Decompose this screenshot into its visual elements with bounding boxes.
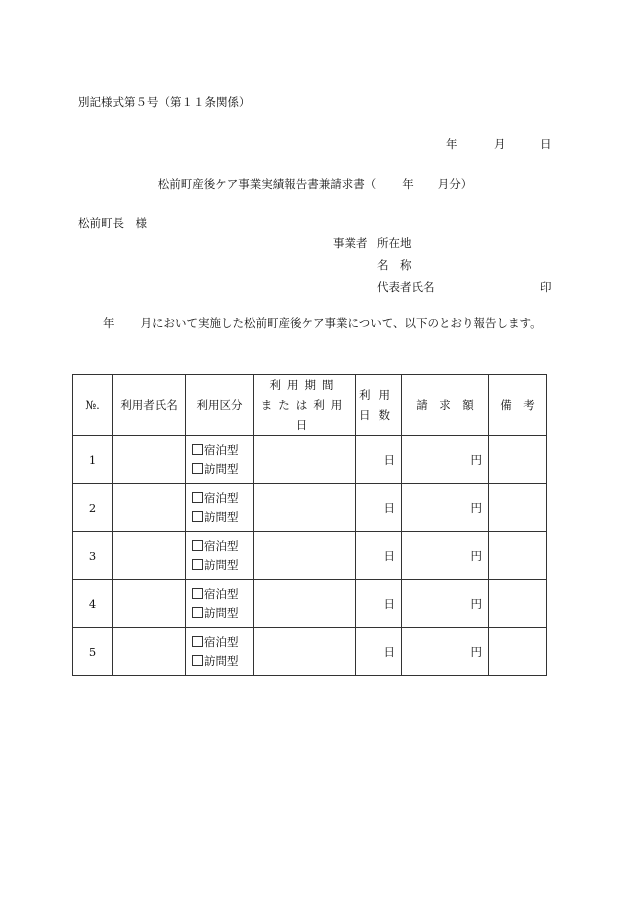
- visit-checkbox[interactable]: [192, 511, 203, 522]
- date-day-label: 日: [540, 137, 552, 151]
- stay-checkbox[interactable]: [192, 540, 203, 551]
- usage-days-cell[interactable]: [356, 436, 402, 484]
- visit-checkbox[interactable]: [192, 559, 203, 570]
- type-visit-label: 訪問型: [204, 461, 239, 476]
- type-stay-label: 宿泊型: [204, 538, 239, 553]
- table-row: [73, 436, 547, 484]
- user-name-cell[interactable]: [113, 580, 186, 628]
- document-title: [0, 179, 630, 191]
- notes-cell[interactable]: [489, 484, 547, 532]
- days-unit: 日: [383, 596, 395, 611]
- type-stay-label: 宿泊型: [204, 442, 239, 457]
- header-period-line2: または利用日: [260, 398, 349, 432]
- table-row: [73, 532, 547, 580]
- header-days-line2: 日数: [359, 408, 398, 422]
- type-visit-option[interactable]: [186, 460, 253, 479]
- user-name-cell[interactable]: [113, 436, 186, 484]
- type-visit-option[interactable]: [186, 508, 253, 527]
- usage-days-cell[interactable]: [356, 484, 402, 532]
- notes-cell[interactable]: [489, 532, 547, 580]
- usage-type-cell: [186, 532, 254, 580]
- amount-unit: 円: [470, 548, 482, 563]
- days-unit: 日: [383, 644, 395, 659]
- type-visit-label: 訪問型: [204, 557, 239, 572]
- stay-checkbox[interactable]: [192, 444, 203, 455]
- amount-cell[interactable]: [402, 580, 489, 628]
- user-name-cell[interactable]: [113, 628, 186, 676]
- type-stay-label: 宿泊型: [204, 586, 239, 601]
- header-user-name: 利用者氏名: [113, 375, 186, 436]
- type-stay-label: 宿泊型: [204, 634, 239, 649]
- user-name-cell[interactable]: [113, 484, 186, 532]
- usage-days-cell[interactable]: [356, 628, 402, 676]
- visit-checkbox[interactable]: [192, 655, 203, 666]
- title-month: 月分）: [437, 177, 473, 191]
- seal-mark: 印: [540, 280, 552, 294]
- notes-cell[interactable]: [489, 436, 547, 484]
- header-days-line1: 利用: [359, 388, 398, 402]
- type-stay-option[interactable]: [186, 537, 253, 556]
- date-month-label: 月: [494, 137, 506, 151]
- applicant-role: 事業者: [333, 236, 368, 250]
- usage-period-cell[interactable]: [254, 436, 356, 484]
- notes-cell[interactable]: [489, 580, 547, 628]
- form-identifier: 別記様式第５号（第１１条関係）: [78, 95, 251, 109]
- type-stay-label: 宿泊型: [204, 490, 239, 505]
- visit-checkbox[interactable]: [192, 463, 203, 474]
- amount-cell[interactable]: [402, 532, 489, 580]
- row-number: 1: [73, 436, 113, 484]
- visit-checkbox[interactable]: [192, 607, 203, 618]
- amount-unit: 円: [470, 596, 482, 611]
- amount-unit: 円: [470, 644, 482, 659]
- header-period-line1: 利用期間: [269, 378, 340, 392]
- usage-type-cell: [186, 436, 254, 484]
- type-visit-option[interactable]: [186, 652, 253, 671]
- row-number: 4: [73, 580, 113, 628]
- address-label: 所在地: [377, 236, 412, 250]
- stay-checkbox[interactable]: [192, 636, 203, 647]
- representative-label: 代表者氏名: [377, 280, 435, 294]
- amount-cell[interactable]: [402, 628, 489, 676]
- row-number: 5: [73, 628, 113, 676]
- table-row: [73, 628, 547, 676]
- amount-unit: 円: [470, 452, 482, 467]
- amount-cell[interactable]: [402, 484, 489, 532]
- usage-type-cell: [186, 580, 254, 628]
- type-visit-label: 訪問型: [204, 605, 239, 620]
- amount-cell[interactable]: [402, 436, 489, 484]
- days-unit: 日: [383, 452, 395, 467]
- type-stay-option[interactable]: [186, 633, 253, 652]
- days-unit: 日: [383, 500, 395, 515]
- lead-rest: 月において実施した松前町産後ケア事業について、以下のとおり報告します。: [140, 316, 542, 330]
- user-name-cell[interactable]: [113, 532, 186, 580]
- addressee: 松前町長 様: [78, 216, 147, 230]
- header-no: №.: [73, 375, 113, 436]
- days-unit: 日: [383, 548, 395, 563]
- row-number: 2: [73, 484, 113, 532]
- usage-days-cell[interactable]: [356, 580, 402, 628]
- table-row: [73, 484, 547, 532]
- lead-text: [103, 318, 542, 330]
- stay-checkbox[interactable]: [192, 588, 203, 599]
- usage-type-cell: [186, 484, 254, 532]
- row-number: 3: [73, 532, 113, 580]
- title-year: 年: [402, 177, 414, 191]
- amount-unit: 円: [470, 500, 482, 515]
- type-stay-option[interactable]: [186, 489, 253, 508]
- type-visit-option[interactable]: [186, 604, 253, 623]
- header-usage-period: [254, 375, 356, 436]
- report-table: [72, 374, 547, 676]
- header-notes: 備 考: [489, 375, 547, 436]
- header-amount: 請 求 額: [402, 375, 489, 436]
- header-usage-days: [356, 375, 402, 436]
- table-row: [73, 580, 547, 628]
- lead-year: 年: [103, 316, 115, 330]
- stay-checkbox[interactable]: [192, 492, 203, 503]
- usage-period-cell[interactable]: [254, 580, 356, 628]
- usage-days-cell[interactable]: [356, 532, 402, 580]
- name-label: 名 称: [377, 258, 412, 272]
- type-visit-label: 訪問型: [204, 509, 239, 524]
- type-visit-label: 訪問型: [204, 653, 239, 668]
- date-year-label: 年: [446, 137, 458, 151]
- type-stay-option[interactable]: [186, 441, 253, 460]
- notes-cell[interactable]: [489, 628, 547, 676]
- title-main: 松前町産後ケア事業実績報告書兼請求書（: [157, 177, 377, 191]
- type-stay-option[interactable]: [186, 585, 253, 604]
- usage-period-cell[interactable]: [254, 484, 356, 532]
- header-usage-type: 利用区分: [186, 375, 254, 436]
- usage-period-cell[interactable]: [254, 532, 356, 580]
- table-header-row: [73, 375, 547, 436]
- type-visit-option[interactable]: [186, 556, 253, 575]
- usage-period-cell[interactable]: [254, 628, 356, 676]
- usage-type-cell: [186, 628, 254, 676]
